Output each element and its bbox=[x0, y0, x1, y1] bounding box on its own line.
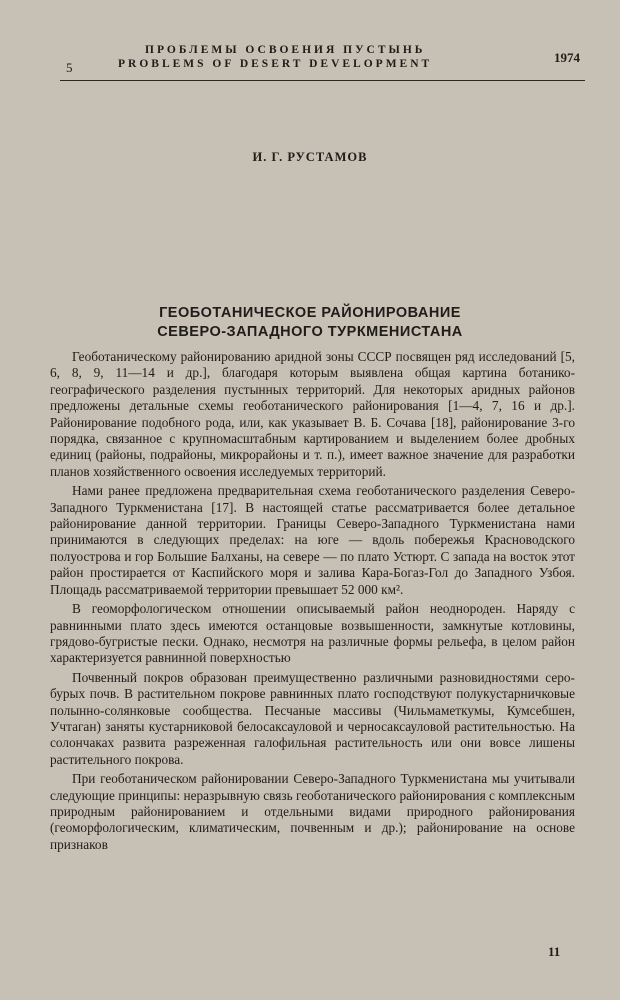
article-author: И. Г. РУСТАМОВ bbox=[252, 150, 368, 164]
running-header bbox=[60, 40, 580, 80]
article-title-line1: ГЕОБОТАНИЧЕСКОЕ РАЙОНИРОВАНИЕ bbox=[159, 305, 461, 321]
body-paragraph: Нами ранее предложена предварительная схема геоботанического разделения Северо-Западного Туркменистана [17]. В настоящей статье рассматривается более детальное районирование данной территории. Границы Северо-Западного Туркменистана нами принимаются в следующих пределах: на юге — вдоль побережья Красноводского полуострова и гор Большие Балханы, на севере — по плато Устюрт. С запада на восток этот район простирается от Каспийского моря и залива Кара-Богаз-Гол до Западного Узбоя. Площадь рассматриваемой территории превышает 52 000 км². bbox=[50, 483, 575, 597]
page-number: 11 bbox=[548, 944, 561, 959]
body-paragraph: Геоботаническому районированию аридной зоны СССР посвящен ряд исследований [5, 6, 8, 9, 11—14 и др.], благодаря которым выявлена общая картина ботанико-географического разделения пустынных территорий. Для некоторых аридных районов предложены детальные схемы геоботанического районирования [1—4, 7, 16 и др.]. Районирование подобного рода, или, как указывает В. Б. Сочава [18], районирование 3-го порядка, связанное с крупномасштабным картированием и выделением более дробных единиц (районы, подрайоны, микрорайоны и т. п.), имеет важное значение для разработки планов хозяйственного освоения исследуемых территорий. bbox=[50, 349, 575, 479]
article-body bbox=[50, 349, 575, 856]
article-title bbox=[0, 304, 620, 342]
journal-title-en: PROBLEMS OF DESERT DEVELOPMENT bbox=[118, 58, 433, 70]
body-paragraph: В геоморфологическом отношении описываемый район неоднороден. Наряду с равнинными плато здесь имеются останцовые возвышенности, замкнутые котловины, грядово-бугристые пески. Однако, несмотря на различные формы рельефа, в целом район характеризуется равнинной поверхностью bbox=[50, 601, 575, 666]
header-rule bbox=[60, 80, 585, 81]
journal-title-ru: ПРОБЛЕМЫ ОСВОЕНИЯ ПУСТЫНЬ bbox=[145, 44, 426, 56]
issue-number: 5 bbox=[66, 60, 73, 75]
publication-year: 1974 bbox=[554, 50, 580, 65]
body-paragraph: Почвенный покров образован преимущественно различными разновидностями серо-бурых почв. В растительном покрове равнинных плато господствуют полукустарничковые полынно-солянковые сообщества. Песчаные массивы (Чильмаметкумы, Кумсебшен, Учтаган) заняты кустарниковой белосаксауловой и черносаксауловой растительностью. На солончаках развита разреженная галофильная растительность или они вовсе лишены растительного покрова. bbox=[50, 669, 575, 767]
article-title-line2: СЕВЕРО-ЗАПАДНОГО ТУРКМЕНИСТАНА bbox=[157, 324, 463, 340]
body-paragraph: При геоботаническом районировании Северо-Западного Туркменистана мы учитывали следующие принципы: неразрывную связь геоботанического районирования с комплексным природным районированием и отдельными видами природного районирования (геоморфологическим, климатическим, почвенным и др.); районирование на основе признаков bbox=[50, 771, 575, 852]
